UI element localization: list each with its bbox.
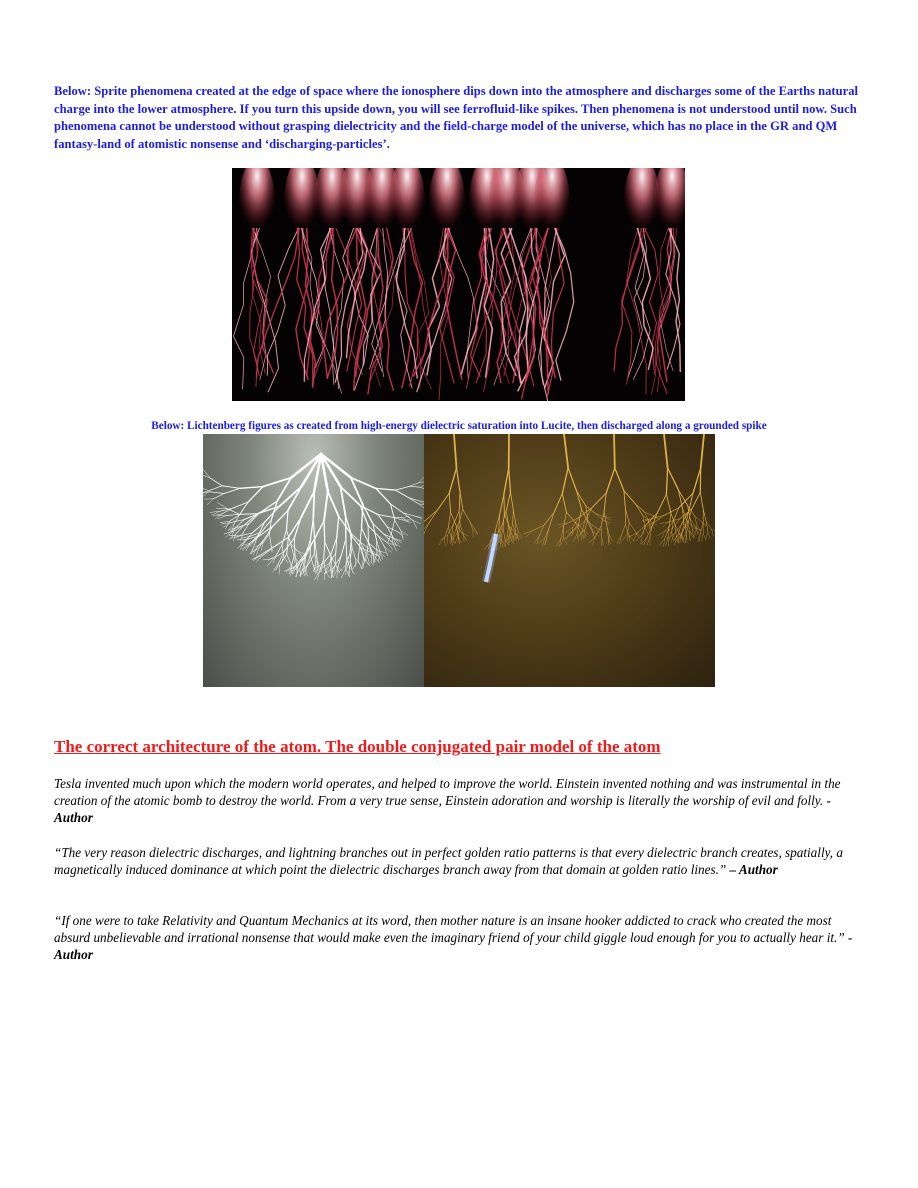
sprite-description: Below: Sprite phenomena created at the edge of space where the ionosphere dips down into the atmosphere and discharges some of the Earths natural charge into the lower atmosphere. If you turn this upside down, you will see ferrofluid-like spikes. Then phenomena is not understood until now. Such phenomena cannot be understood without grasping dielectricity and the field-charge model of the universe, which has no place in the GR and QM fantasy-land of atomistic nonsense and ‘discharging-particles’. xyxy=(54,84,859,151)
section-heading: The correct architecture of the atom. The double conjugated pair model of the atom xyxy=(54,737,661,756)
quote-relativity xyxy=(54,912,869,963)
quote-author: - Author xyxy=(54,793,831,825)
lichtenberg-photo-white xyxy=(203,434,424,687)
quote-golden-ratio xyxy=(54,844,869,878)
lichtenberg-photo-gold xyxy=(424,434,715,687)
quote-text: “If one were to take Relativity and Quantum Mechanics at its word, then mother nature is an insane hooker addicted to crack who created the most absurd unbelievable and irrational nonsense that would make even the imaginary friend of your child giggle loud enough for you to actually hear it.” xyxy=(54,913,848,945)
lichtenberg-caption: Below: Lichtenberg figures as created from high-energy dielectric saturation into Lucite, then discharged along a grounded spike xyxy=(151,420,767,432)
quote-tesla-einstein xyxy=(54,775,869,826)
quote-text: Tesla invented much upon which the modern world operates, and helped to improve the world. Einstein invented nothing and was instrumental in the creation of the atomic bomb to destroy the world. From a very true sense, Einstein adoration and worship is literally the worship of evil and folly. xyxy=(54,776,841,808)
quote-text: “The very reason dielectric discharges, and lightning branches out in perfect golden ratio patterns is that every dielectric branch creates, spatially, a magnetically induced dominance at which point the dielectric discharges branch away from that domain at golden ratio lines.” xyxy=(54,845,843,877)
quote-author: – Author xyxy=(729,862,778,877)
quote-author: - Author xyxy=(54,930,853,962)
sprite-photo xyxy=(232,168,685,401)
